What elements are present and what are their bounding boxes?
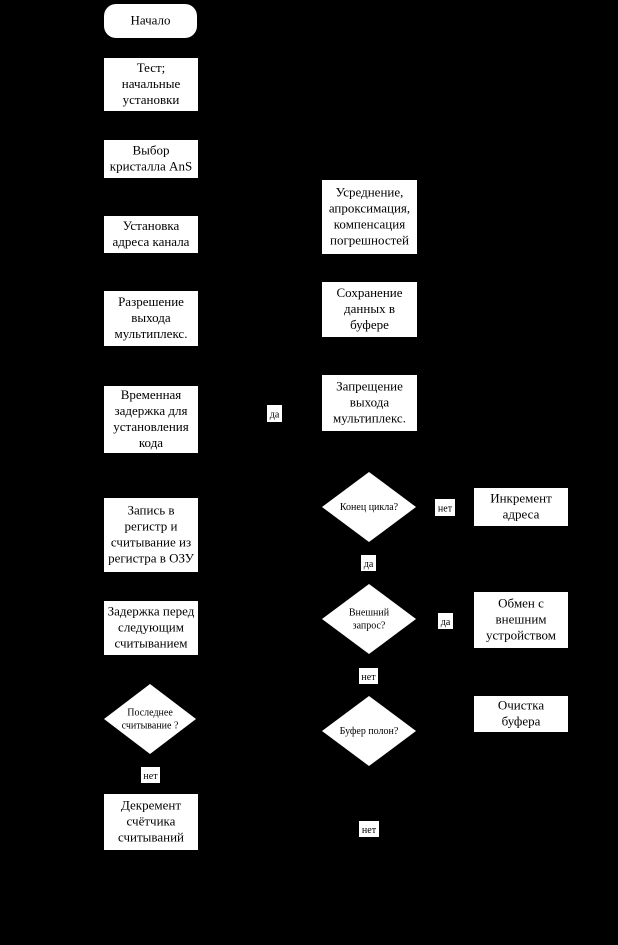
- node-mux-disable: [322, 375, 417, 431]
- node-label-line: Очистка: [497, 697, 545, 713]
- node-buffer-clear: [474, 696, 568, 732]
- node-label-line: установления: [113, 419, 189, 435]
- node-register-write: [104, 498, 198, 572]
- edge-label-text: нет: [437, 503, 453, 515]
- node-label-line: внешним: [495, 611, 547, 627]
- node-label-line: Выбор: [132, 142, 170, 158]
- node-label-line: Запрещение: [336, 378, 403, 394]
- node-label-line: апроксимация,: [328, 200, 411, 216]
- node-read-delay: [104, 601, 198, 655]
- node-channel-address: [104, 216, 198, 253]
- node-label-line: установки: [122, 92, 180, 108]
- node-label-line: Обмен с: [498, 595, 544, 611]
- node-label-line: кристалла AnS: [109, 158, 193, 174]
- edge-label-text: да: [440, 617, 451, 628]
- node-label-line: Конец цикла?: [339, 501, 399, 513]
- edge-label-text: нет: [361, 672, 376, 683]
- edge-label-text: нет: [143, 771, 158, 782]
- node-test: [104, 58, 198, 111]
- node-label-line: Декремент: [120, 797, 182, 813]
- edge-label-yes-last-read: [267, 405, 282, 422]
- node-label-line: считываний: [117, 829, 185, 845]
- edge-label-no-cycle-end: [435, 499, 455, 516]
- node-label-line: адреса канала: [112, 234, 190, 250]
- node-label-line: Установка: [122, 218, 180, 234]
- node-label-line: счётчика: [126, 813, 176, 829]
- edge-label-yes-cycle-end: [361, 555, 376, 571]
- edge-label-no-external: [359, 668, 378, 684]
- node-address-inc: [474, 488, 568, 526]
- node-label-line: Сохранение: [336, 285, 403, 301]
- node-label-line: буфере: [350, 317, 389, 333]
- edge-label-no-last-read: [141, 767, 160, 783]
- edge-label-text: да: [269, 409, 280, 421]
- node-label-line: Буфер полон?: [339, 725, 399, 737]
- node-chip-select: [104, 140, 198, 178]
- node-label-line: регистра в ОЗУ: [108, 550, 194, 566]
- edge-label-no-buffer-full: [359, 821, 379, 837]
- node-start: [104, 4, 197, 38]
- edge-label-yes-external: [438, 613, 453, 629]
- node-label-line: мультиплекс.: [114, 326, 188, 342]
- node-label-line: следующим: [118, 619, 184, 635]
- node-label-line: данных в: [344, 301, 395, 317]
- node-label-line: выхода: [131, 310, 171, 326]
- node-label-line: считывание ?: [121, 720, 179, 732]
- node-device-exchange: [474, 592, 568, 648]
- node-label-line: Временная: [120, 387, 182, 403]
- node-read-counter-dec: [104, 794, 198, 850]
- node-label-line: мультиплекс.: [333, 410, 406, 426]
- node-label-line: Разрешение: [118, 294, 184, 310]
- edge-label-text: да: [363, 559, 374, 570]
- node-label-line: Последнее: [127, 707, 173, 719]
- node-label-line: выхода: [349, 394, 390, 410]
- node-label-line: Внешний: [348, 607, 390, 619]
- node-label-line: погрешностей: [329, 232, 410, 248]
- node-averaging: [322, 180, 417, 254]
- edge-label-text: нет: [361, 825, 377, 836]
- node-label-line: считывание из: [110, 534, 192, 550]
- node-label-line: Запись в: [127, 502, 175, 518]
- node-label-line: буфера: [501, 713, 541, 729]
- node-label-line: задержка для: [114, 403, 188, 419]
- node-label-line: начальные: [121, 76, 181, 92]
- node-label-line: кода: [138, 435, 164, 451]
- node-label-line: запрос?: [352, 620, 386, 632]
- node-mux-enable: [104, 291, 198, 346]
- node-label-line: Инкремент: [490, 490, 552, 506]
- node-buffer-save: [322, 282, 417, 337]
- node-label-line: компенсация: [333, 216, 406, 232]
- node-label-line: регистр и: [124, 518, 178, 534]
- node-label-line: устройством: [485, 627, 557, 643]
- node-label-line: считыванием: [114, 635, 188, 651]
- node-label-line: Начало: [130, 12, 171, 28]
- node-code-delay: [104, 386, 198, 453]
- node-label-line: адреса: [502, 506, 540, 522]
- node-label-line: Усреднение,: [335, 184, 404, 200]
- node-label-line: Задержка перед: [107, 603, 195, 619]
- node-label-line: Тест;: [136, 60, 166, 76]
